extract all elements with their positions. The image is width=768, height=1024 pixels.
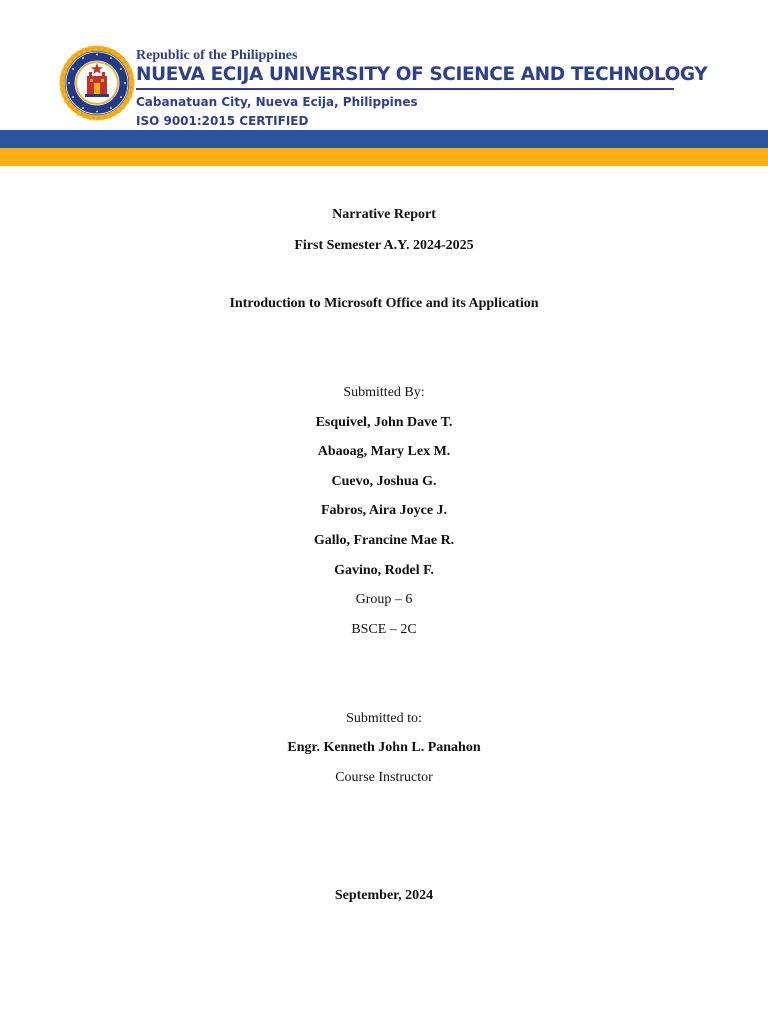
- member-name: Abaoag, Mary Lex M.: [317, 444, 451, 459]
- semester: First Semester A.Y. 2024-2025: [294, 238, 474, 253]
- submitted-to-label: Submitted to:: [346, 711, 422, 726]
- report-type: Narrative Report: [332, 207, 436, 222]
- member-name: Cuevo, Joshua G.: [331, 474, 437, 489]
- section: BSCE – 2C: [351, 622, 417, 637]
- gold-band: [0, 148, 768, 166]
- member-name: Gallo, Francine Mae R.: [313, 533, 455, 548]
- university-address: Cabanatuan City, Nueva Ecija, Philippines: [136, 95, 418, 109]
- report-date: September, 2024: [334, 888, 434, 903]
- university-name: NUEVA ECIJA UNIVERSITY OF SCIENCE AND TECHNOLOGY: [136, 64, 708, 85]
- republic-line: Republic of the Philippines: [136, 48, 298, 63]
- member-name: Gavino, Rodel F.: [334, 563, 434, 578]
- report-title: Introduction to Microsoft Office and its Application: [229, 296, 539, 311]
- member-name: Esquivel, John Dave T.: [315, 415, 453, 430]
- blue-band: [0, 130, 768, 148]
- letterhead: [0, 0, 768, 166]
- submitted-by-label: Submitted By:: [343, 385, 425, 400]
- iso-certification: ISO 9001:2015 CERTIFIED: [136, 114, 309, 128]
- group-number: Group – 6: [355, 592, 413, 607]
- university-seal-icon: [59, 45, 135, 121]
- header-divider: [136, 88, 674, 90]
- instructor-role: Course Instructor: [335, 770, 433, 785]
- instructor-name: Engr. Kenneth John L. Panahon: [287, 740, 481, 755]
- member-name: Fabros, Aira Joyce J.: [320, 503, 448, 518]
